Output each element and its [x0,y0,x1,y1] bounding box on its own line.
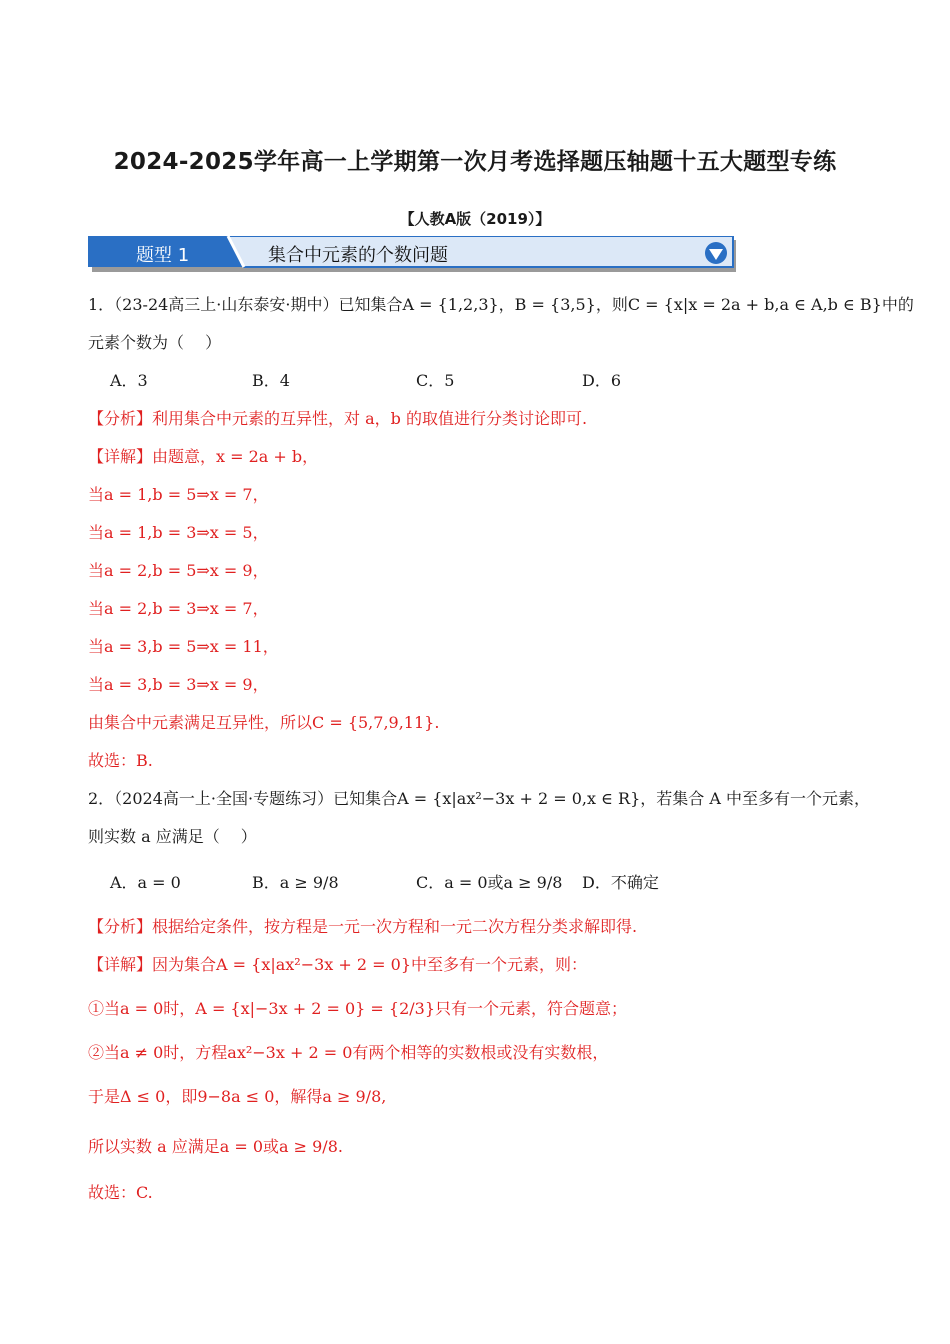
q1-option-a: A．3 [110,371,148,390]
q2-detail: 【详解】因为集合A = {x|ax²−3x + 2 = 0}中至多有一个元素，则： [88,955,588,974]
q1-detail: 【详解】由题意，x = 2a + b， [88,447,319,466]
q2-option-d: D．不确定 [582,873,659,892]
q2-option-c: C．a = 0或a ≥ 9/8 [416,873,563,892]
q1-case: 当a = 3,b = 5⇒x = 11， [88,637,279,656]
collapse-arrow-icon[interactable] [704,241,728,265]
q2-analysis: 【分析】根据给定条件，按方程是一元一次方程和一元二次方程分类求解即得. [88,917,638,936]
q1-conclusion: 由集合中元素满足互异性，所以C = {5,7,9,11}. [88,713,440,732]
q2-case3: 于是Δ ≤ 0，即9−8a ≤ 0，解得a ≥ 9/8, [88,1087,387,1106]
q1-case: 当a = 2,b = 3⇒x = 7， [88,599,269,618]
q1-answer: 故选：B. [88,751,153,770]
section-title: 集合中元素的个数问题 [268,245,448,266]
q1-analysis: 【分析】利用集合中元素的互异性，对 a，b 的取值进行分类讨论即可. [88,409,588,428]
page-title: 2024-2025学年高一上学期第一次月考选择题压轴题十五大题型专练 [113,149,837,175]
q1-option-b: B．4 [252,371,290,390]
q2-conclusion: 所以实数 a 应满足a = 0或a ≥ 9/8. [88,1137,343,1156]
q1-stem-line1: 1．（23-24高三上·山东泰安·期中）已知集合A = {1,2,3}，B = {3,5}，则C = {x|x = 2a + b,a ∈ A,b ∈ B}中的 [88,295,914,314]
q1-case: 当a = 2,b = 5⇒x = 9， [88,561,269,580]
q2-stem-line1: 2．（2024高一上·全国·专题练习）已知集合A = {x|ax²−3x + 2 = 0,x ∈ R}，若集合 A 中至多有一个元素， [88,789,870,808]
q2-option-a: A．a = 0 [110,873,181,892]
q1-case: 当a = 3,b = 3⇒x = 9， [88,675,269,694]
q2-stem-line2: 则实数 a 应满足（ ） [88,827,257,846]
section-banner [88,236,736,270]
q2-case2: ②当a ≠ 0时，方程ax²−3x + 2 = 0有两个相等的实数根或没有实数根， [88,1043,609,1062]
q2-answer: 故选：C. [88,1183,153,1202]
section-label: 题型 1 [136,245,190,266]
q1-case: 当a = 1,b = 5⇒x = 7， [88,485,269,504]
q2-case1: ①当a = 0时，A = {x|−3x + 2 = 0} = {2/3}只有一个元素，符合题意； [88,999,628,1018]
q1-case: 当a = 1,b = 3⇒x = 5， [88,523,269,542]
q2-option-b: B．a ≥ 9/8 [252,873,339,892]
q1-stem-line2: 元素个数为（ ） [88,333,222,352]
q1-option-d: D．6 [582,371,622,390]
q1-option-c: C．5 [416,371,455,390]
edition-label: 【人教A版（2019）】 [399,210,551,228]
